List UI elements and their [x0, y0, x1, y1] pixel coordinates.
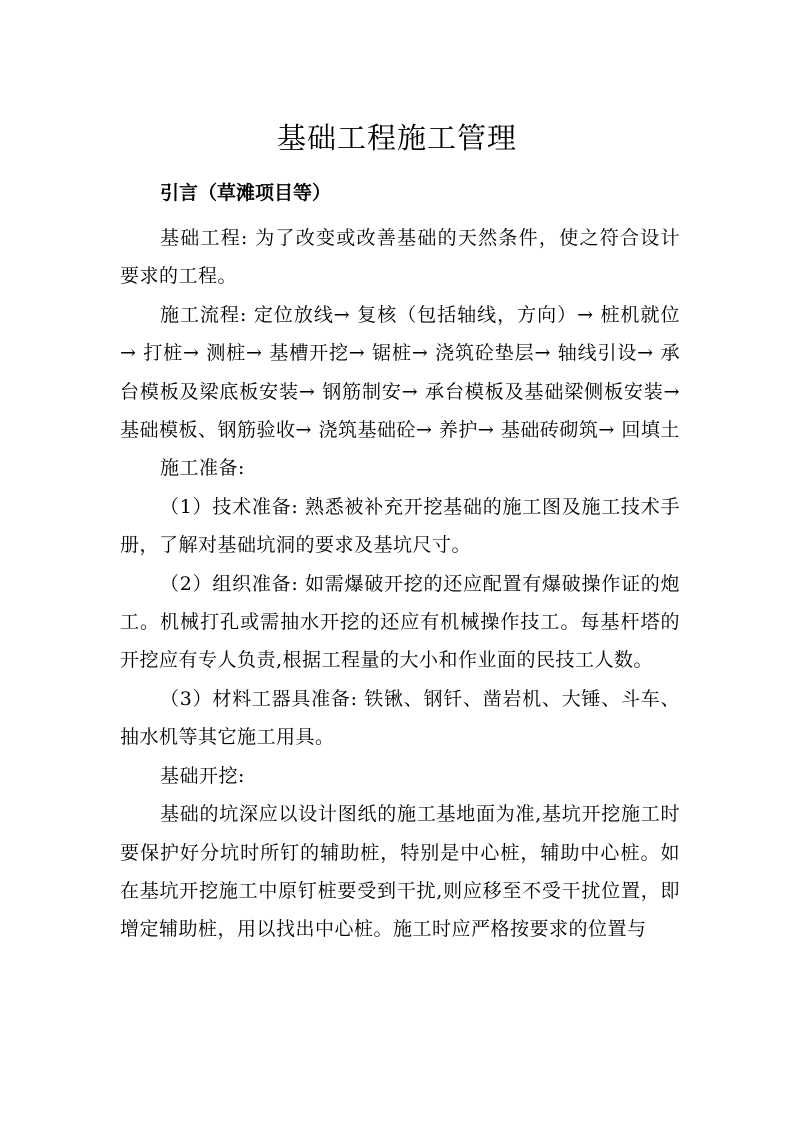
section-heading: 引言（草滩项目等）: [160, 182, 332, 204]
document-title: 基础工程施工管理: [276, 121, 517, 155]
paragraph-technical-prep: （1）技术准备: 熟悉被补充开挖基础的施工图及施工技术手册，了解对基础坑洞的要求及基坑尺寸。: [120, 495, 680, 557]
paragraph-process: 施工流程: 定位放线→ 复核（包括轴线，方向）→ 桩机就位→ 打桩→ 测桩→ 基槽开挖→ 锯桩→ 浇筑砼垫层→ 轴线引设→ 承台模板及梁底板安装→ 钢筋制安→ 承台模板及基础梁侧板安装→ 基础模板、钢筋验收→ 浇筑基础砼→ 养护→ 基础砖砌筑→ 回填土: [120, 303, 680, 442]
paragraph-organization-prep: （2）组织准备: 如需爆破开挖的还应配置有爆破操作证的炮工。机械打孔或需抽水开挖的还应有机械操作技工。每基杆塔的开挖应有专人负责,根据工程量的大小和作业面的民技工人数。: [120, 572, 680, 672]
paragraph-excavation-heading: 基础开挖:: [160, 764, 245, 787]
paragraph-materials-prep: （3）材料工器具准备: 铁锹、钢钎、凿岩机、大锤、斗车、抽水机等其它施工用具。: [120, 687, 680, 749]
document-body: [120, 178, 680, 949]
paragraph-excavation-body: 基础的坑深应以设计图纸的施工基地面为准,基坑开挖施工时要保护好分坑时所钉的辅助桩，特别是中心桩，辅助中心桩。如在基坑开挖施工中原钉桩要受到干扰,则应移至不受干扰位置，即增定辅助桩，用以找出中心桩。施工时应严格按要求的位置与: [120, 803, 680, 941]
paragraph-preparation-heading: 施工准备:: [160, 457, 245, 480]
paragraph-definition: 基础工程: 为了改变或改善基础的天然条件，使之符合设计要求的工程。: [120, 227, 680, 288]
